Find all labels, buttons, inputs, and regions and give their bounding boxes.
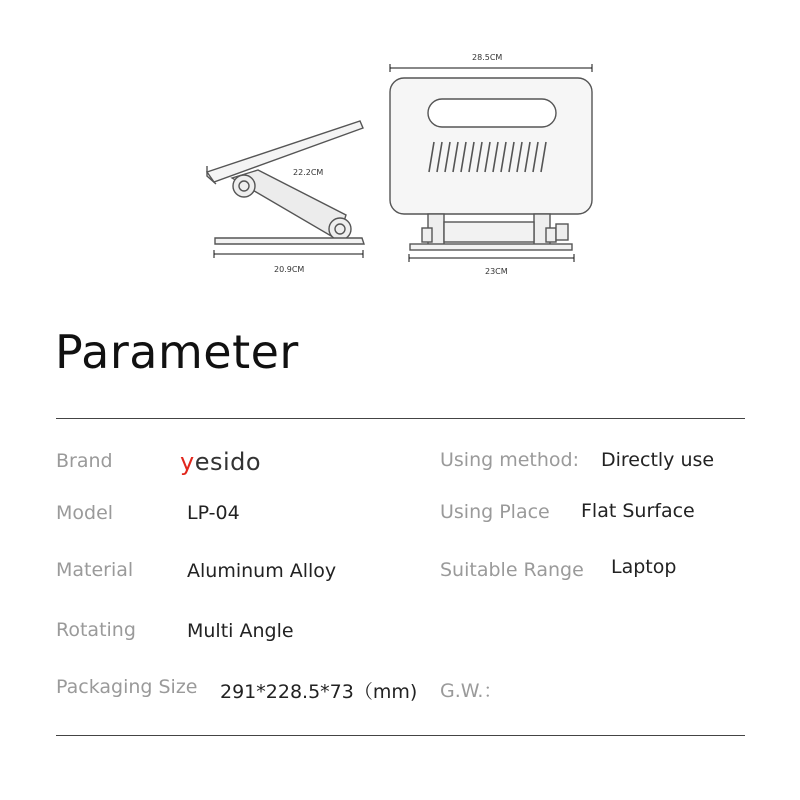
front-view-drawing: [390, 78, 592, 250]
brand-logo-initial: y: [180, 448, 195, 476]
using-method-value: Directly use: [601, 449, 715, 471]
using-method-label: Using method:: [440, 449, 580, 471]
side-base-dimension-line: [214, 250, 363, 258]
top-divider: [56, 418, 745, 419]
using-place-value: Flat Surface: [581, 500, 695, 522]
side-base-label: 20.9CM: [274, 265, 305, 274]
bottom-divider: [56, 735, 745, 736]
brand-label: Brand: [56, 450, 113, 472]
side-depth-label: 22.2CM: [293, 168, 324, 177]
front-base-dimension-line: [409, 254, 574, 262]
packaging-size-value: 291*228.5*73（mm): [220, 681, 418, 703]
suitable-range-value: Laptop: [611, 556, 677, 578]
page-title: Parameter: [55, 325, 299, 379]
model-value: LP-04: [187, 502, 240, 524]
material-label: Material: [56, 559, 134, 581]
brand-logo: [180, 448, 261, 476]
using-place-label: Using Place: [440, 501, 550, 523]
front-width-dimension-line: [390, 64, 592, 72]
product-dimension-diagram: [0, 0, 800, 300]
model-label: Model: [56, 502, 114, 524]
brand-logo-rest: esido: [194, 448, 262, 476]
rotating-label: Rotating: [56, 619, 136, 641]
material-value: Aluminum Alloy: [187, 560, 337, 582]
rotating-value: Multi Angle: [187, 620, 294, 642]
side-view-drawing: [207, 121, 364, 244]
front-width-label: 28.5CM: [472, 53, 503, 62]
suitable-range-label: Suitable Range: [440, 559, 584, 581]
gross-weight-label: G.W.：: [440, 680, 503, 702]
front-base-label: 23CM: [485, 267, 508, 276]
packaging-size-label: Packaging Size: [56, 676, 198, 698]
